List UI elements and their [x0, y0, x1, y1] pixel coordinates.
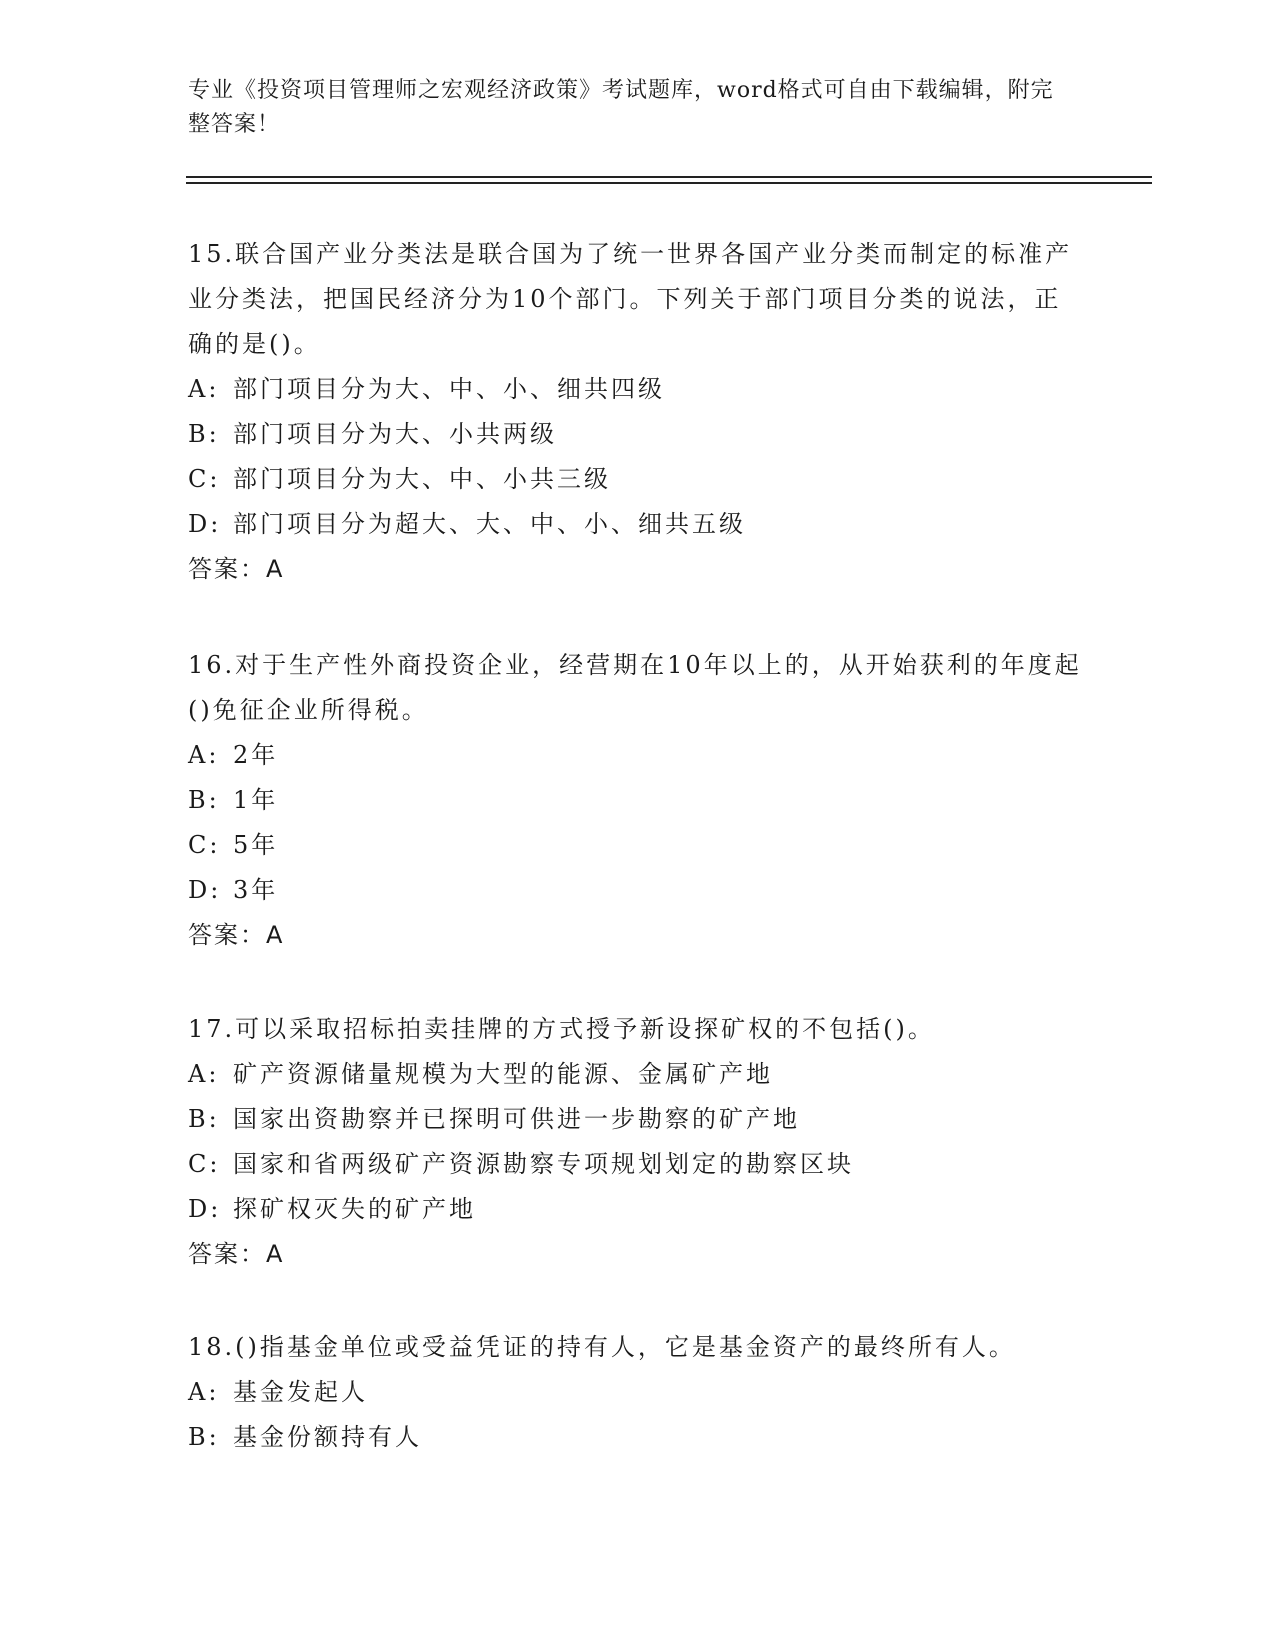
option-d [188, 502, 1088, 547]
option-text: 矿产资源储量规模为大型的能源、金属矿产地 [233, 1060, 773, 1088]
question-stem: 17.可以采取招标拍卖挂牌的方式授予新设探矿权的不包括()。 [188, 1015, 935, 1043]
option-key: A: [188, 1060, 220, 1088]
option-text: 1年 [233, 786, 279, 814]
question-17 [188, 1007, 1088, 1277]
option-c [188, 457, 1088, 502]
option-text: 探矿权灭失的矿产地 [233, 1195, 476, 1223]
option-a [188, 733, 1088, 778]
option-b [188, 778, 1088, 823]
option-b [188, 1415, 1088, 1460]
answer-line: 答案：A [188, 555, 285, 583]
option-d [188, 868, 1088, 913]
question-stem: 15.联合国产业分类法是联合国为了统一世界各国产业分类而制定的标准产业分类法，把国民经济分为10个部门。下列关于部门项目分类的说法，正确的是()。 [188, 240, 1073, 358]
option-a [188, 367, 1088, 412]
option-text: 部门项目分为大、中、小共三级 [233, 465, 611, 493]
option-text: 国家出资勘察并已探明可供进一步勘察的矿产地 [233, 1105, 800, 1133]
option-text: 部门项目分为超大、大、中、小、细共五级 [233, 510, 746, 538]
option-d [188, 1187, 1088, 1232]
option-text: 部门项目分为大、中、小、细共四级 [233, 375, 665, 403]
option-c [188, 823, 1088, 868]
document-header: 专业《投资项目管理师之宏观经济政策》考试题库，word格式可自由下载编辑，附完整答案！ [188, 78, 1054, 137]
option-text: 基金份额持有人 [233, 1423, 422, 1451]
option-text: 2年 [233, 741, 279, 769]
question-18 [188, 1325, 1088, 1460]
option-key: B: [188, 1423, 220, 1451]
option-key: C: [188, 831, 221, 859]
question-stem: 18.()指基金单位或受益凭证的持有人，它是基金资产的最终所有人。 [188, 1333, 1016, 1361]
answer-line: 答案：A [188, 1240, 285, 1268]
option-a [188, 1052, 1088, 1097]
question-16 [188, 643, 1088, 958]
option-key: A: [188, 741, 220, 769]
option-key: D: [188, 1195, 222, 1223]
option-key: A: [188, 1378, 220, 1406]
option-text: 5年 [233, 831, 279, 859]
question-stem: 16.对于生产性外商投资企业，经营期在10年以上的，从开始获利的年度起()免征企业所得税。 [188, 651, 1082, 724]
option-key: B: [188, 420, 220, 448]
option-text: 国家和省两级矿产资源勘察专项规划划定的勘察区块 [233, 1150, 854, 1178]
question-15 [188, 232, 1088, 592]
option-key: D: [188, 876, 222, 904]
option-text: 3年 [233, 876, 279, 904]
option-c [188, 1142, 1088, 1187]
header-divider-top [186, 176, 1152, 178]
option-key: B: [188, 1105, 220, 1133]
option-b [188, 412, 1088, 457]
option-key: D: [188, 510, 222, 538]
option-key: C: [188, 1150, 221, 1178]
answer-line: 答案：A [188, 921, 285, 949]
option-text: 部门项目分为大、小共两级 [233, 420, 557, 448]
option-b [188, 1097, 1088, 1142]
option-a [188, 1370, 1088, 1415]
header-divider-bottom [186, 182, 1152, 184]
option-key: A: [188, 375, 220, 403]
option-text: 基金发起人 [233, 1378, 368, 1406]
option-key: B: [188, 786, 220, 814]
option-key: C: [188, 465, 221, 493]
